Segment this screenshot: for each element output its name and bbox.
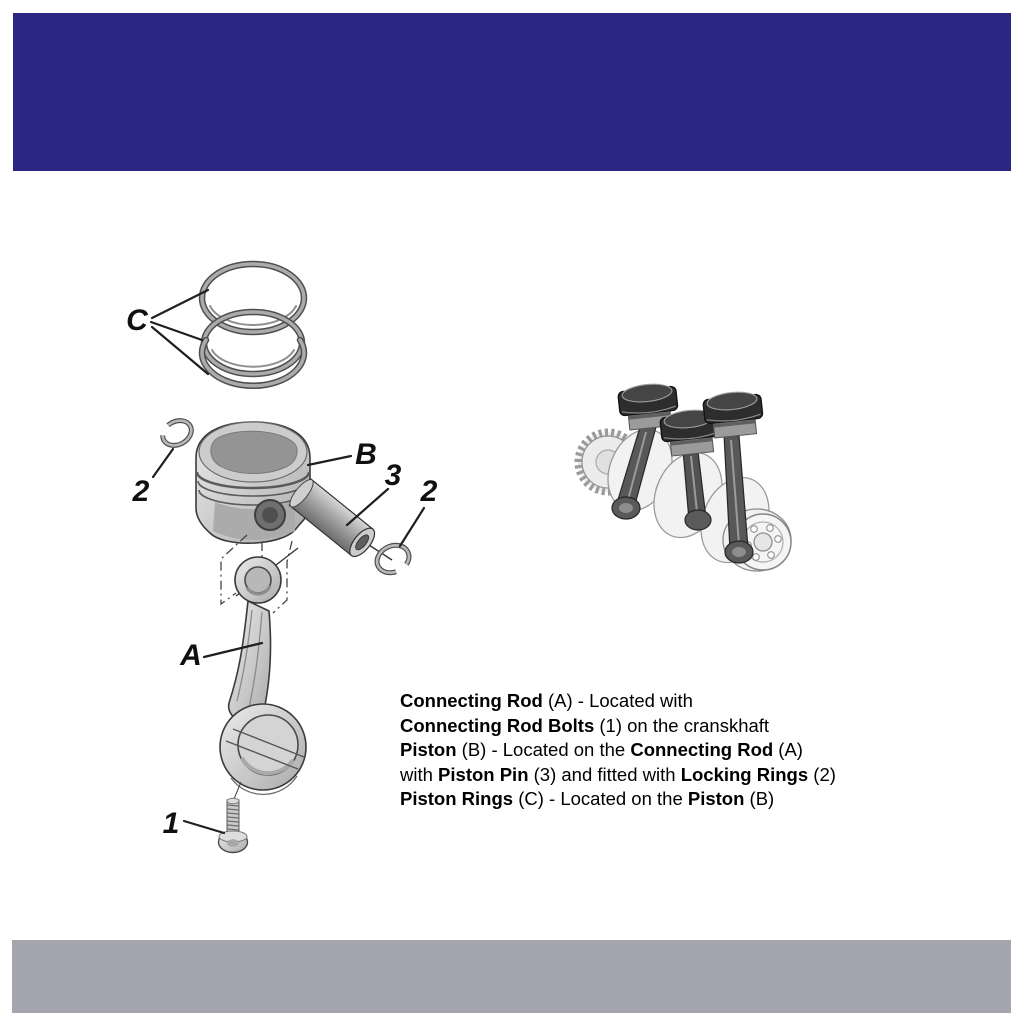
callout-label-2-right: 2	[420, 475, 438, 508]
rod-bolt-figure	[219, 798, 248, 852]
locking-ring-right-figure	[373, 540, 414, 578]
callout-label-3: 3	[384, 459, 402, 492]
piston-rings-figure	[202, 264, 304, 386]
description-line: with Piston Pin (3) and fitted with Locking Rings (2)	[400, 763, 836, 785]
exploded-view-figure	[151, 264, 424, 853]
description-line: Piston Rings (C) - Located on the Piston (B)	[400, 788, 775, 809]
locking-ring-left-figure	[158, 416, 195, 450]
callout-label-1: 1	[162, 807, 180, 840]
description-line: Connecting Rod (A) - Located with	[400, 690, 693, 711]
connecting-rod-figure	[220, 548, 306, 799]
description-line: Piston (B) - Located on the Connecting Rod (A)	[400, 739, 803, 760]
component-description	[400, 689, 836, 812]
callout-label-c: C	[126, 304, 148, 337]
callout-label-a: A	[180, 639, 202, 672]
description-line: Connecting Rod Bolts (1) on the cranskhaft	[400, 714, 770, 736]
callout-label-2-left: 2	[132, 475, 150, 508]
piston-figure	[196, 422, 310, 543]
crankshaft-assembly-figure	[578, 382, 791, 573]
callout-label-b: B	[355, 438, 377, 471]
